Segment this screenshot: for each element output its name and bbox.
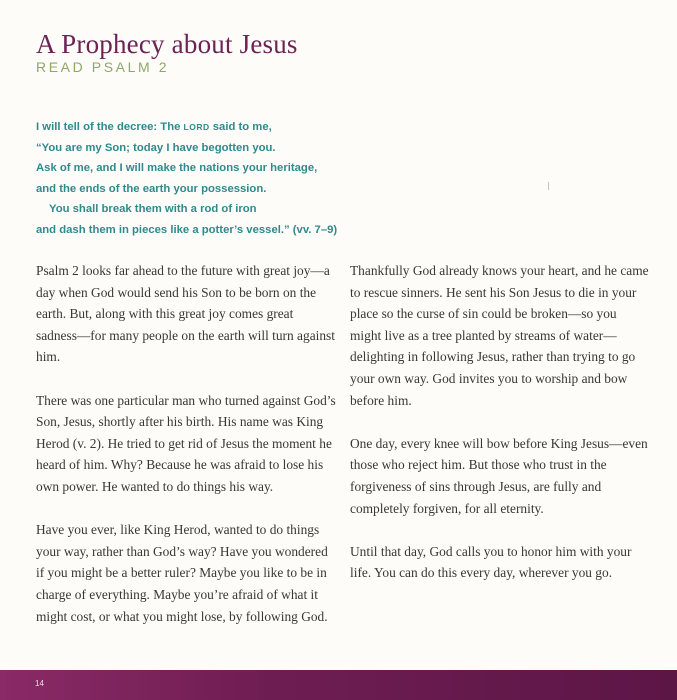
body-column-left — [36, 260, 336, 649]
page-title: A Prophecy about Jesus — [36, 29, 298, 59]
verse-line-4: and the ends of the earth your possession. — [36, 182, 267, 195]
body-paragraph: One day, every knee will bow before King Jesus—even those who reject him. But those who trust in the forgiveness of sins through Jesus, are fully and completely forgiven, for all eternity. — [350, 435, 648, 516]
scripture-quote — [36, 117, 366, 241]
decorative-mark — [548, 182, 549, 190]
footer-band — [0, 670, 677, 700]
verse-line-3: Ask of me, and I will make the nations your heritage, — [36, 162, 318, 175]
scripture-reference: READ PSALM 2 — [36, 59, 170, 75]
body-paragraph: Until that day, God calls you to honor him with your life. You can do this every day, wherever you go. — [350, 543, 632, 581]
small-caps-lord: LORD — [183, 122, 210, 132]
body-paragraph: Thankfully God already knows your heart, and he came to rescue sinners. He sent his Son Jesus to die in your place so the curse of sin could be broken—so you might live as a tree planted by streams of water—delighting in following Jesus, rather than trying to go your own way. God invites you to worship and bow before him. — [350, 263, 649, 408]
verse-line-1: I will tell of the decree: The LORD said to me, — [36, 121, 272, 133]
body-paragraph: There was one particular man who turned against God’s Son, Jesus, shortly after his birth. His name was King Herod (v. 2). He tried to get rid of Jesus the moment he heard of him. Why? Because he was afraid to lose his own power. He wanted to do things his way. — [36, 392, 336, 494]
verse-line-6: and dash them in pieces like a potter’s vessel.” (vv. 7–9) — [36, 223, 338, 236]
body-column-right — [350, 260, 650, 606]
body-paragraph: Psalm 2 looks far ahead to the future with great joy—a day when God would send his Son to be born on the earth. But, along with this great joy comes great sadness—for many people on the earth will turn against him. — [36, 263, 335, 365]
page-number: 14 — [35, 679, 44, 688]
verse-line-5: You shall break them with a rod of iron — [49, 203, 257, 216]
body-paragraph: Have you ever, like King Herod, wanted to do things your way, rather than God’s way? Have you wondered if you might be a better ruler? Maybe you like to be in charge of everything. Maybe you’re afraid of what it might cost, or what you might lose, by following God. — [36, 522, 328, 624]
verse-line-2: “You are my Son; today I have begotten you. — [36, 141, 276, 154]
